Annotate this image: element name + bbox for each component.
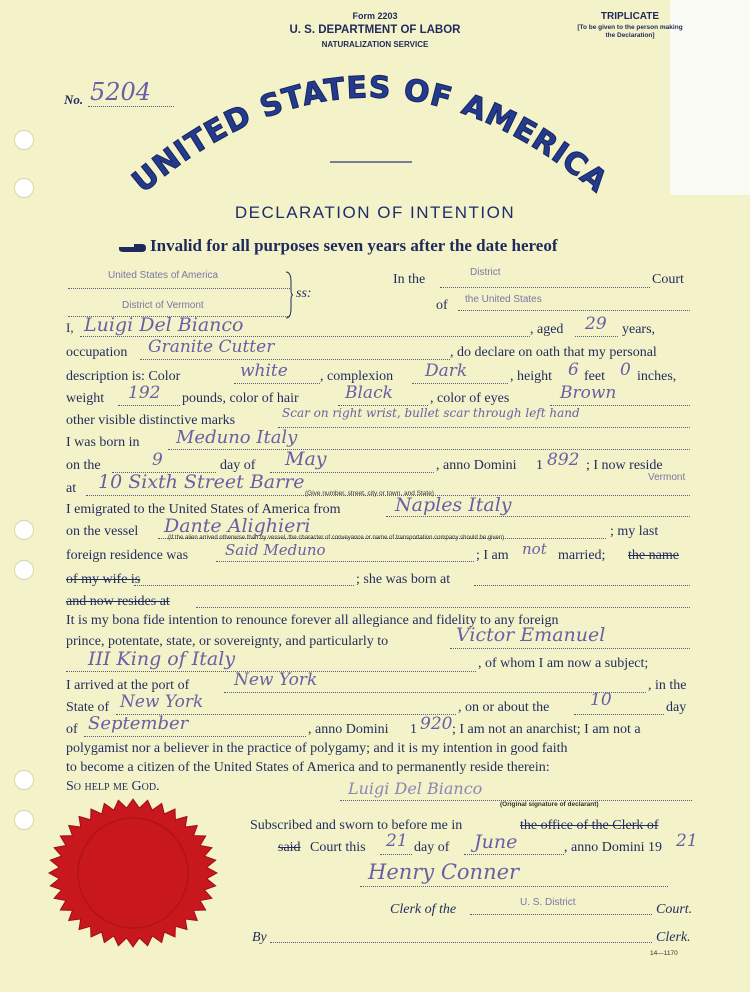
pointing-hand-icon bbox=[118, 241, 148, 255]
arrival-day: 10 bbox=[590, 690, 612, 710]
sovereign: Victor Emanuel bbox=[456, 624, 606, 646]
jurat-day: 21 bbox=[386, 831, 408, 851]
sovereign-title: III King of Italy bbox=[88, 648, 236, 670]
copy-label: TRIPLICATE bbox=[600, 11, 660, 22]
of-label: of bbox=[436, 298, 448, 313]
birth-month: May bbox=[285, 448, 327, 470]
arrival-month: September bbox=[88, 713, 189, 734]
occupation: Granite Cutter bbox=[148, 337, 275, 357]
red-seal-icon bbox=[38, 788, 228, 958]
age: 29 bbox=[585, 314, 607, 334]
state-stamp: United States of America bbox=[108, 270, 219, 281]
complexion: Dark bbox=[425, 361, 468, 381]
hair-color: Black bbox=[345, 383, 393, 403]
service: NATURALIZATION SERVICE bbox=[321, 40, 429, 49]
foreign-residence: Said Meduno bbox=[225, 541, 326, 559]
number-value: 5204 bbox=[90, 78, 152, 106]
court-label: Court bbox=[652, 272, 684, 287]
vermont-stamp: Vermont bbox=[648, 472, 686, 483]
subtitle: DECLARATION OF INTENTION bbox=[234, 203, 516, 222]
punch-hole bbox=[14, 770, 34, 790]
invalid-notice: Invalid for all purposes seven years after the date hereof bbox=[150, 236, 558, 255]
punch-hole bbox=[14, 560, 34, 580]
birth-day: 9 bbox=[152, 450, 163, 470]
punch-hole bbox=[14, 520, 34, 540]
height-feet: 6 bbox=[568, 360, 579, 380]
copy-note: the Declaration] bbox=[605, 32, 655, 39]
weight: 192 bbox=[128, 383, 161, 403]
department: U. S. DEPARTMENT OF LABOR bbox=[289, 24, 461, 36]
in-the-label: In the bbox=[393, 272, 426, 287]
color: white bbox=[240, 361, 288, 381]
svg-text:UNITED STATES OF AMERICA bbox=[126, 70, 615, 200]
punch-hole bbox=[14, 810, 34, 830]
arrival-port: New York bbox=[234, 670, 318, 690]
emigrated-from: Naples Italy bbox=[395, 494, 512, 516]
court-type-stamp: District bbox=[470, 267, 501, 278]
declarant-signature: Luigi Del Bianco bbox=[348, 779, 483, 798]
clerk-court-stamp: U. S. District bbox=[520, 897, 576, 908]
vessel-name: Dante Alighieri bbox=[164, 515, 311, 537]
arrival-year: 920 bbox=[420, 714, 453, 734]
form-number: Form 2203 bbox=[352, 11, 398, 21]
height-inches: 0 bbox=[620, 360, 631, 380]
arrival-state: New York bbox=[120, 692, 204, 712]
copy-note: [To be given to the person making bbox=[577, 24, 683, 31]
residence-address: 10 Sixth Street Barre bbox=[98, 471, 305, 493]
declarant-name: Luigi Del Bianco bbox=[84, 314, 244, 336]
birth-year: 892 bbox=[547, 450, 580, 470]
clerk-signature: Henry Conner bbox=[368, 860, 520, 884]
ss-label: ss: bbox=[296, 286, 312, 301]
arched-title bbox=[0, 0, 750, 230]
court-of-stamp: the United States bbox=[465, 294, 542, 305]
bracket-icon bbox=[284, 270, 294, 320]
declaration-document: Form 2203 U. S. DEPARTMENT OF LABOR NATURALIZATION SERVICE TRIPLICATE [To be given to the person making the Declaration] No. 5204 UNITED STATES OF AMERICA DECLARATION OF INTENTION Invalid for all purposes seven years after the date hereof United States of America District of Vermont ss: In the District Court of the United States I, Luigi Del Bianco , aged 29 years, occupation Granite Cutter , do declare on oath that my personal description is: Color white , complexion Dark , height 6 feet 0 inches, weight 192 pounds, color of hair Black , color of eyes Brown other visible distinctive marks Scar on right wrist, bullet scar through left hand I was born in Meduno Italy on the 9 day of May , anno Domini 1 892 ; I now reside at 10 Sixth Street Barre Vermont (Give number, street, city or town, and State) I emigrated to the United States of America from Naples Italy on the vessel Dante Alighieri ; my last (If the alien arrived otherwise than by vessel, the character of conveyance or name of transportation company should be given) foreign residence was Said Meduno ; I am not married; the name of my wife is ; she was born at and now resides at It is my bona fide intention to renounce forever all allegiance and fidelity to any foreign prince, potentate, state, or sovereignty, and particularly to Victor Emanuel III King of Italy , of whom I am now a subject; I arrived at the port of New York , in the State of New York , on or about the 10 day of September , anno Domini 1 920 ; I am not an anarchist; I am not a polygamist nor a believer in the practice of polygamy; and it is my intention in good faith to become a citizen of the United States of America and to permanently reside therein: So help me God. Luigi Del Bianco (Original signature of declarant) Subscribed and sworn to before me in the office of the Clerk of said Court this 21 day of June , anno Domini 19 21 Henry Conner Clerk of the U. S. District Court. By Clerk. 14—1170 bbox=[0, 0, 750, 992]
district-stamp: District of Vermont bbox=[122, 300, 204, 311]
distinctive-marks: Scar on right wrist, bullet scar through left hand bbox=[282, 406, 580, 420]
eye-color: Brown bbox=[560, 383, 617, 403]
number-label: No. bbox=[64, 92, 84, 107]
not-married: not bbox=[522, 540, 547, 558]
birth-place: Meduno Italy bbox=[176, 427, 298, 448]
jurat-month: June bbox=[474, 831, 518, 853]
jurat-year: 21 bbox=[676, 831, 698, 851]
arc-title-text: UNITED STATES OF AMERICA bbox=[125, 70, 615, 200]
